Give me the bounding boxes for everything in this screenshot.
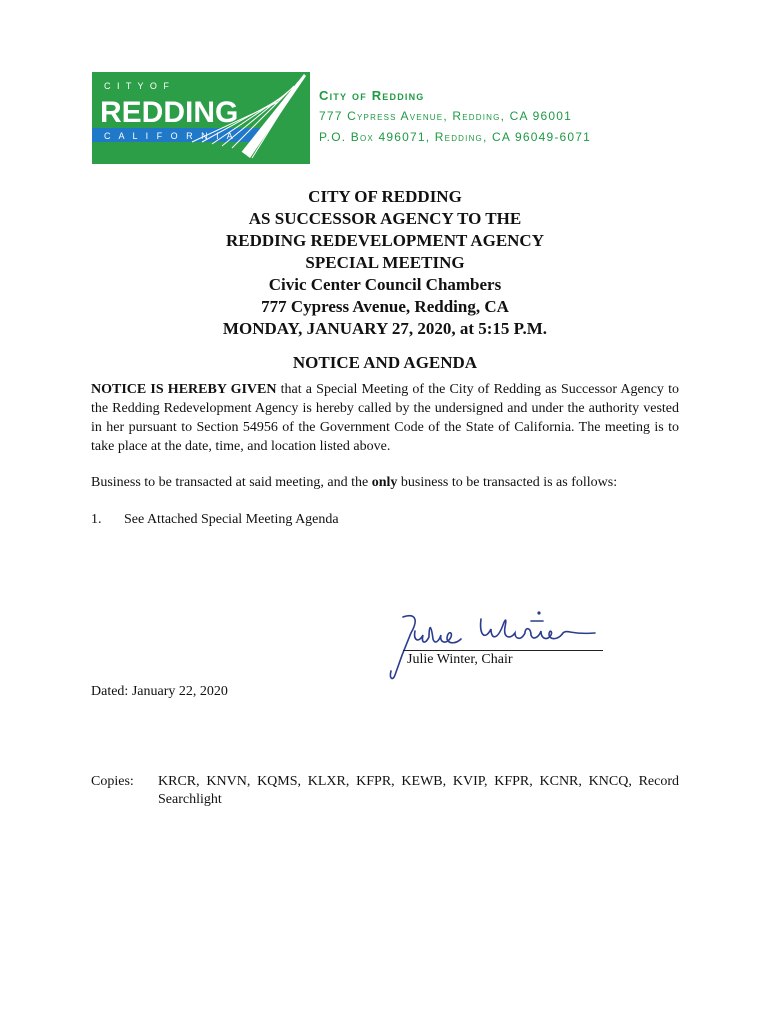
notice-heading: NOTICE AND AGENDA (292, 353, 478, 372)
logo-top-text: C I T Y O F (104, 81, 171, 91)
letterhead-line-1: City of Redding (319, 88, 425, 103)
dated-line: Dated: January 22, 2020 (91, 684, 228, 699)
title-line: MONDAY, JANUARY 27, 2020, at 5:15 P.M. (222, 319, 548, 338)
title-line: Civic Center Council Chambers (268, 275, 502, 294)
notice-body (91, 380, 679, 529)
business-text-b: business to be transacted is as follows: (397, 475, 618, 490)
copies-list (91, 773, 679, 809)
letterhead-line-2: 777 Cypress Avenue, Redding, CA 96001 (319, 109, 572, 123)
logo-bottom-text: C A L I F O R N I A (104, 131, 236, 141)
logo-main-text: REDDING (100, 96, 239, 129)
copies-value: KRCR, KNVN, KQMS, KLXR, KFPR, KEWB, KVIP, KFPR, KCNR, KNCQ, Record Searchlight (158, 774, 679, 807)
signature-block (381, 605, 603, 685)
city-logo (92, 72, 310, 164)
notice-text: that a Special Meeting of the City of Redding as Successor Agency to the Redding Redevelopment Agency is hereby called by the undersigned and under the authority vested in her pursuant to Section 54956 of the Government Code of the State of California. The meeting is to take place at the date, time, and location listed above. (91, 382, 679, 454)
business-text-a: Business to be transacted at said meeting, and the (91, 475, 372, 490)
handwritten-signature (381, 605, 603, 685)
title-line: AS SUCCESSOR AGENCY TO THE (248, 209, 522, 228)
letterhead-address (319, 85, 591, 148)
copies-label: Copies: (91, 774, 134, 789)
business-paragraph (91, 473, 679, 492)
letterhead-line-3: P.O. Box 496071, Redding, CA 96049-6071 (319, 130, 592, 144)
signature-line (403, 650, 603, 651)
business-emphasis: only (371, 475, 398, 490)
document-title (0, 186, 770, 374)
agenda-item-text: See Attached Special Meeting Agenda (124, 512, 339, 527)
agenda-item (91, 510, 679, 529)
title-line: SPECIAL MEETING (305, 253, 465, 272)
title-line: CITY OF REDDING (308, 187, 462, 206)
title-line: REDDING REDEVELOPMENT AGENCY (225, 231, 544, 250)
notice-lead: NOTICE IS HEREBY GIVEN (91, 382, 277, 397)
agenda-item-number: 1. (91, 512, 102, 527)
title-line: 777 Cypress Avenue, Redding, CA (261, 297, 509, 316)
notice-paragraph (91, 380, 679, 456)
signer-name: Julie Winter, Chair (407, 652, 513, 667)
